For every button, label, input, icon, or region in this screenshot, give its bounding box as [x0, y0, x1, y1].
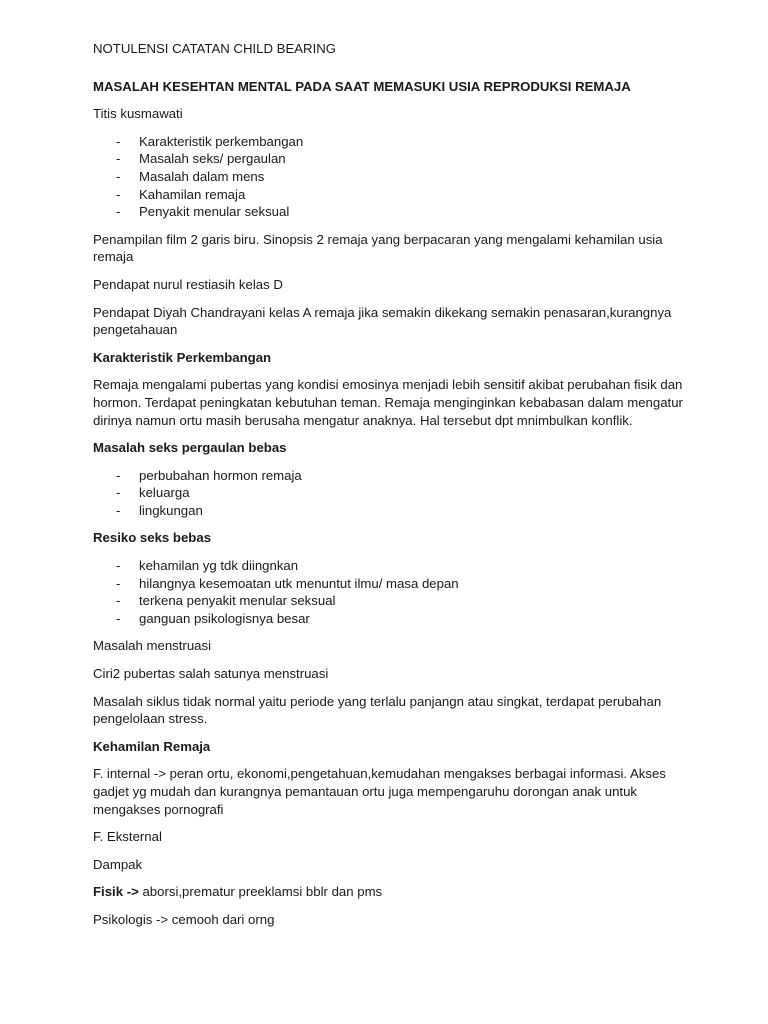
- section-heading-risk: Resiko seks bebas: [93, 530, 212, 546]
- dash-bullet: -: [116, 485, 121, 501]
- list-item: [93, 484, 683, 502]
- dash-bullet: -: [116, 186, 121, 202]
- internal-factors-paragraph: F. internal -> peran ortu, ekonomi,pengetahuan,kemudahan mengakses berbagai informasi. Akses gadjet yg mudah dan kurangnya pemantauan ortu juga mempengaruhu dorongan anak untuk mengakses pornografi: [93, 766, 666, 817]
- psychological-impact-paragraph: Psikologis -> cemooh dari orng: [93, 911, 275, 927]
- list-item-text: perbubahan hormon remaja: [139, 467, 302, 483]
- opinion-paragraph-1: Pendapat nurul restiasih kelas D: [93, 276, 283, 292]
- dash-bullet: -: [116, 593, 121, 609]
- list-item-text: Kahamilan remaja: [139, 186, 246, 202]
- dash-bullet: -: [116, 204, 121, 220]
- document-page: [93, 40, 683, 939]
- physical-impact-label: Fisik ->: [93, 884, 139, 900]
- dash-bullet: -: [116, 502, 121, 518]
- list-item: [93, 502, 683, 520]
- list-item-text: Masalah seks/ pergaulan: [139, 151, 286, 167]
- list-item: [93, 150, 683, 168]
- author-name: Titis kusmawati: [93, 106, 183, 122]
- list-item-text: Penyakit menular seksual: [139, 204, 290, 220]
- physical-impact-paragraph: [93, 883, 683, 901]
- list-item-text: kehamilan yg tdk diingnkan: [139, 558, 299, 574]
- dash-bullet: -: [116, 133, 121, 149]
- development-paragraph: Remaja mengalami pubertas yang kondisi emosinya menjadi lebih sensitif akibat perubahan fisik dan hormon. Terdapat peningkatan kebutuhan teman. Remaja menginginkan kebabasan dalam mengatur dirinya namun ortu masih berusaha mengatur anaknya. Hal tersebut dpt mnimbulkan konflik.: [93, 377, 683, 428]
- list-item: [93, 592, 683, 610]
- list-item-text: hilangnya kesemoatan utk menuntut ilmu/ masa depan: [139, 575, 459, 591]
- list-item: [93, 557, 683, 575]
- document-title: MASALAH KESEHTAN MENTAL PADA SAAT MEMASUKI USIA REPRODUKSI REMAJA: [93, 78, 631, 94]
- list-item: [93, 203, 683, 221]
- dash-bullet: -: [116, 558, 121, 574]
- list-item-text: Karakteristik perkembangan: [139, 133, 304, 149]
- list-item-text: terkena penyakit menular seksual: [139, 593, 336, 609]
- list-item: [93, 186, 683, 204]
- list-item: [93, 133, 683, 151]
- list-item-text: keluarga: [139, 485, 190, 501]
- list-item: [93, 575, 683, 593]
- list-item-text: lingkungan: [139, 502, 203, 518]
- film-note-paragraph: Penampilan film 2 garis biru. Sinopsis 2 remaja yang berpacaran yang mengalami kehamilan usia remaja: [93, 231, 663, 265]
- dash-bullet: -: [116, 610, 121, 626]
- list-item: [93, 610, 683, 628]
- section-heading-free-sex: Masalah seks pergaulan bebas: [93, 440, 287, 456]
- menstruation-heading: Masalah menstruasi: [93, 638, 212, 654]
- list-item-text: ganguan psikologisnya besar: [139, 610, 310, 626]
- menstruation-paragraph-2: Masalah siklus tidak normal yaitu periode yang terlalu panjangn atau singkat, terdapat perubahan pengelolaan stress.: [93, 693, 662, 727]
- physical-impact-text: aborsi,prematur preeklamsi bblr dan pms: [138, 884, 383, 900]
- free-sex-list: [93, 467, 683, 520]
- dash-bullet: -: [116, 151, 121, 167]
- dash-bullet: -: [116, 467, 121, 483]
- risk-list: [93, 557, 683, 627]
- section-heading-development: Karakteristik Perkembangan: [93, 349, 272, 365]
- menstruation-paragraph-1: Ciri2 pubertas salah satunya menstruasi: [93, 666, 329, 682]
- section-heading-pregnancy: Kehamilan Remaja: [93, 738, 211, 754]
- opinion-paragraph-2: Pendapat Diyah Chandrayani kelas A remaja jika semakin dikekang semakin penasaran,kurangnya pengetahauan: [93, 304, 672, 338]
- list-item: [93, 168, 683, 186]
- list-item-text: Masalah dalam mens: [139, 168, 265, 184]
- topics-list: [93, 133, 683, 221]
- document-header: NOTULENSI CATATAN CHILD BEARING: [93, 41, 337, 56]
- dash-bullet: -: [116, 575, 121, 591]
- external-factors-paragraph: F. Eksternal: [93, 829, 162, 845]
- list-item: [93, 467, 683, 485]
- dash-bullet: -: [116, 168, 121, 184]
- impact-paragraph: Dampak: [93, 856, 143, 872]
